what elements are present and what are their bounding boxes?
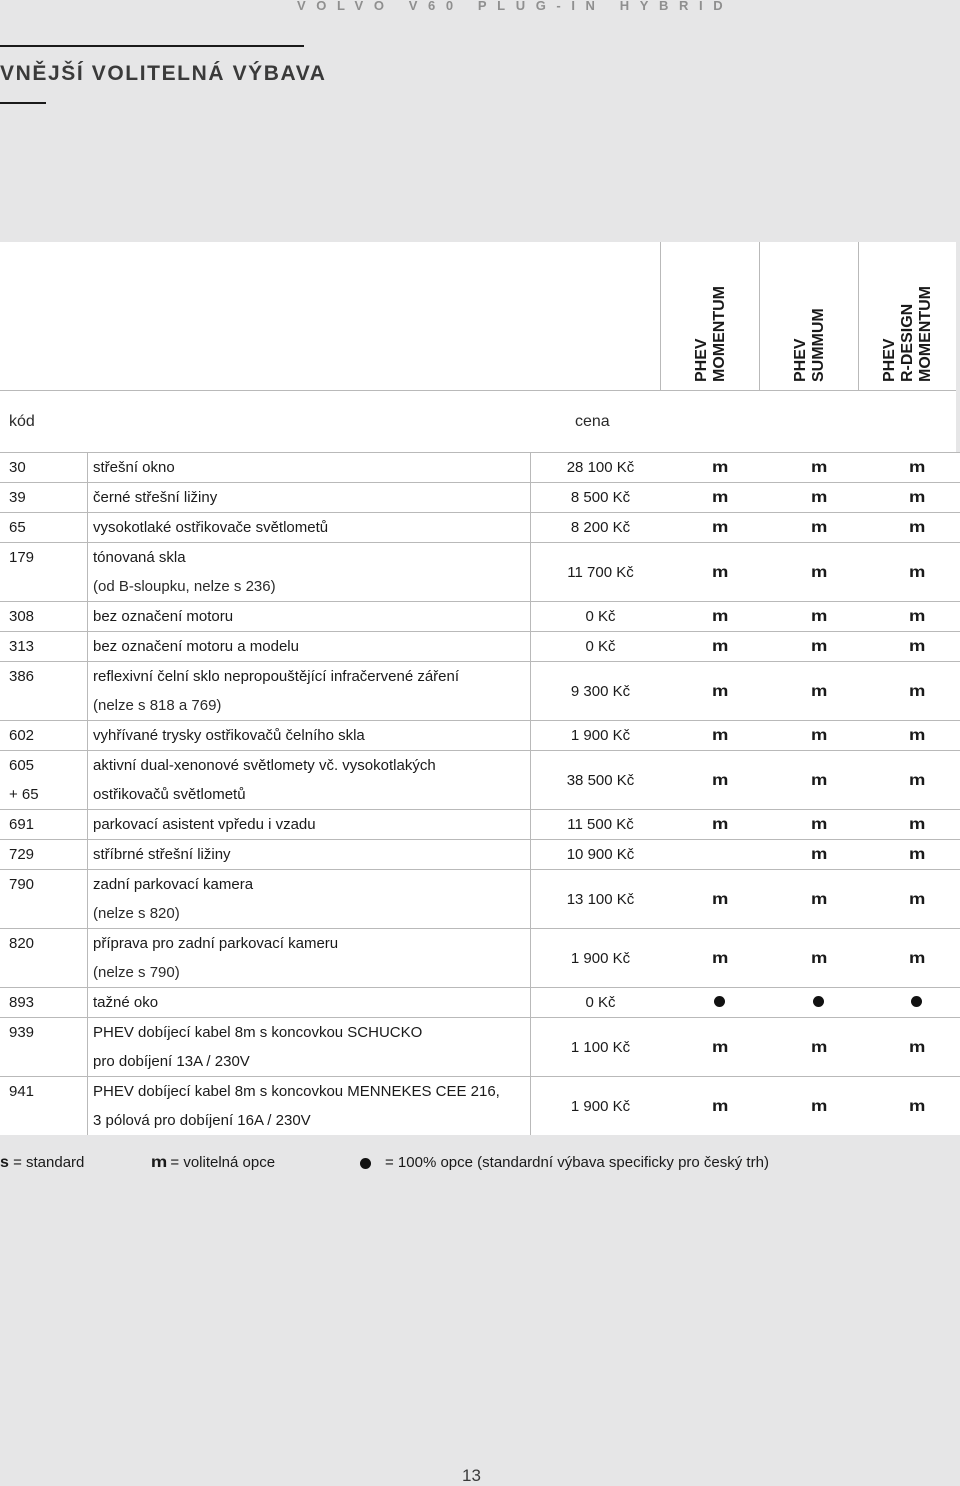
table-row xyxy=(0,751,960,810)
option-description-cell xyxy=(88,513,531,543)
option-description: aktivní dual-xenonové světlomety vč. vysokotlakých xyxy=(93,757,436,774)
hundred-pct-dot-icon xyxy=(813,996,824,1007)
optional-symbol: m xyxy=(711,638,728,655)
option-description: PHEV dobíjecí kabel 8m s koncovkou SCHUCKO xyxy=(93,1024,423,1041)
variant-3-availability xyxy=(868,721,960,751)
variant-3-availability xyxy=(868,513,960,543)
optional-symbol: m xyxy=(810,489,827,506)
option-code-cell xyxy=(0,870,88,929)
table-row xyxy=(0,513,960,543)
variant-3-availability xyxy=(868,1077,960,1136)
optional-symbol: m xyxy=(810,1097,827,1115)
option-code-cell xyxy=(0,1077,88,1136)
variant-3-availability xyxy=(868,840,960,870)
option-code-cell xyxy=(0,513,88,543)
optional-symbol: m xyxy=(810,608,827,625)
option-code: 939 xyxy=(9,1024,35,1041)
variant-2-availability xyxy=(769,810,868,840)
option-description: tónovaná skla xyxy=(93,549,186,566)
option-description-cell xyxy=(88,870,531,929)
table-row xyxy=(0,840,960,870)
variant-label-3: PHEV R-DESIGN MOMENTUM xyxy=(880,286,934,382)
option-description-cell xyxy=(88,810,531,840)
variant-2-availability xyxy=(769,1077,868,1136)
table-row xyxy=(0,632,960,662)
variant-column-header-1 xyxy=(660,242,760,390)
optional-symbol: m xyxy=(711,608,728,625)
legend xyxy=(0,1154,960,1176)
variant-label-1: PHEV MOMENTUM xyxy=(692,286,728,382)
optional-symbol: m xyxy=(810,949,827,967)
column-label-row xyxy=(0,390,956,453)
optional-symbol: m xyxy=(810,638,827,655)
option-code: 790 xyxy=(9,876,35,893)
optional-symbol: m xyxy=(810,459,827,476)
optional-symbol: m xyxy=(711,489,728,506)
optional-symbol: m xyxy=(810,846,827,863)
variant-2-availability xyxy=(769,483,868,513)
variant-3-availability xyxy=(868,810,960,840)
variant-3-availability xyxy=(868,483,960,513)
option-description-cell xyxy=(88,1018,531,1077)
variant-2-availability xyxy=(769,453,868,483)
optional-symbol: m xyxy=(908,608,925,625)
option-note: (od B-sloupku, nelze s 236) xyxy=(93,578,276,595)
optional-symbol: m xyxy=(711,949,728,967)
legend-hundred: = 100% opce (standardní výbava specificky pro český trh) xyxy=(360,1154,769,1171)
brand-header: VOLVO V60 PLUG-IN HYBRID xyxy=(297,0,734,13)
variant-1-availability xyxy=(670,662,769,721)
option-description-cell xyxy=(88,543,531,602)
option-description: vyhřívané trysky ostřikovačů čelního skla xyxy=(93,727,365,744)
option-description-cell xyxy=(88,662,531,721)
optional-symbol: m xyxy=(711,1038,728,1056)
option-price: 0 Kč xyxy=(531,988,671,1018)
option-code: + 65 xyxy=(9,786,39,803)
option-price: 8 500 Kč xyxy=(531,483,671,513)
option-code: 941 xyxy=(9,1083,35,1100)
hundred-pct-dot-icon xyxy=(714,996,725,1007)
optional-symbol: m xyxy=(908,949,925,967)
standard-symbol: s xyxy=(0,1154,9,1171)
variant-1-availability xyxy=(670,751,769,810)
top-rule xyxy=(0,45,304,47)
option-description-cell xyxy=(88,483,531,513)
variant-2-availability xyxy=(769,751,868,810)
option-code: 179 xyxy=(9,549,35,566)
variant-2-availability xyxy=(769,988,868,1018)
optional-symbol: m xyxy=(810,519,827,536)
option-description: bez označení motoru xyxy=(93,608,234,625)
variant-1-availability xyxy=(670,988,769,1018)
variant-2-availability xyxy=(769,929,868,988)
variant-1-availability xyxy=(670,810,769,840)
table-row xyxy=(0,662,960,721)
option-code: 313 xyxy=(9,638,35,655)
option-price: 1 100 Kč xyxy=(531,1018,671,1077)
option-code: 308 xyxy=(9,608,35,625)
legend-standard: s = standard xyxy=(0,1154,85,1171)
optional-symbol: m xyxy=(711,890,728,908)
option-price: 9 300 Kč xyxy=(531,662,671,721)
option-description-cell xyxy=(88,602,531,632)
option-price: 1 900 Kč xyxy=(531,721,671,751)
option-description: bez označení motoru a modelu xyxy=(93,638,299,655)
option-code-cell xyxy=(0,988,88,1018)
table-row xyxy=(0,453,960,483)
option-code-cell xyxy=(0,602,88,632)
option-price: 28 100 Kč xyxy=(531,453,671,483)
table-row xyxy=(0,543,960,602)
option-description: reflexivní čelní sklo nepropouštějící infračervené záření xyxy=(93,668,460,685)
option-code-cell xyxy=(0,632,88,662)
option-description: stříbrné střešní ližiny xyxy=(93,846,231,863)
variant-label-2: PHEV SUMMUM xyxy=(791,308,827,382)
option-code: 820 xyxy=(9,935,35,952)
optional-symbol: m xyxy=(810,1038,827,1056)
option-description-cell xyxy=(88,632,531,662)
variant-2-availability xyxy=(769,840,868,870)
page-number: 13 xyxy=(462,1466,481,1485)
variant-2-availability xyxy=(769,513,868,543)
optional-symbol: m xyxy=(908,519,925,536)
option-description-cell xyxy=(88,929,531,988)
variant-1-availability xyxy=(670,602,769,632)
option-code-cell xyxy=(0,1018,88,1077)
option-code: 39 xyxy=(9,489,26,506)
option-description: parkovací asistent vpředu i vzadu xyxy=(93,816,316,833)
variant-2-availability xyxy=(769,1018,868,1077)
hundred-pct-dot-icon xyxy=(911,996,922,1007)
variant-3-availability xyxy=(868,751,960,810)
optional-symbol: m xyxy=(711,459,728,476)
table-row xyxy=(0,1077,960,1136)
variant-1-availability xyxy=(670,929,769,988)
variant-2-availability xyxy=(769,632,868,662)
optional-symbol: m xyxy=(908,1097,925,1115)
option-price: 11 700 Kč xyxy=(531,543,671,602)
optional-symbol: m xyxy=(908,846,925,863)
option-description-cell xyxy=(88,840,531,870)
variant-3-availability xyxy=(868,1018,960,1077)
optional-symbol: m xyxy=(908,816,925,833)
title-underline xyxy=(0,102,46,104)
option-description-cell xyxy=(88,751,531,810)
variant-1-availability xyxy=(670,1077,769,1136)
option-description-cell xyxy=(88,988,531,1018)
table-row xyxy=(0,870,960,929)
variant-1-availability xyxy=(670,870,769,929)
option-description: zadní parkovací kamera xyxy=(93,876,254,893)
variant-3-availability xyxy=(868,988,960,1018)
option-code-cell xyxy=(0,840,88,870)
option-description: ostřikovačů světlometů xyxy=(93,786,246,803)
variant-1-availability xyxy=(670,632,769,662)
option-note: (nelze s 818 a 769) xyxy=(93,697,222,714)
optional-symbol: m xyxy=(908,682,925,700)
optional-symbol: m xyxy=(711,1097,728,1115)
variant-1-availability xyxy=(670,840,769,870)
option-code: 65 xyxy=(9,519,26,536)
option-price: 8 200 Kč xyxy=(531,513,671,543)
option-code: 893 xyxy=(9,994,35,1011)
optional-symbol: m xyxy=(810,727,827,744)
option-price: 13 100 Kč xyxy=(531,870,671,929)
table-row xyxy=(0,929,960,988)
optional-symbol: m xyxy=(810,816,827,833)
variant-3-availability xyxy=(868,870,960,929)
hundred-pct-dot-icon xyxy=(360,1158,371,1169)
option-price: 0 Kč xyxy=(531,602,671,632)
option-code-cell xyxy=(0,721,88,751)
optional-symbol: m xyxy=(711,771,728,789)
variant-1-availability xyxy=(670,1018,769,1077)
table-row xyxy=(0,483,960,513)
variant-1-availability xyxy=(670,721,769,751)
option-code-cell xyxy=(0,662,88,721)
optional-symbol: m xyxy=(908,727,925,744)
optional-symbol: m xyxy=(810,682,827,700)
optional-symbol: m xyxy=(908,890,925,908)
optional-symbol: m xyxy=(711,727,728,744)
variant-3-availability xyxy=(868,543,960,602)
table-row xyxy=(0,602,960,632)
optional-symbol: m xyxy=(908,638,925,655)
option-description-cell xyxy=(88,1077,531,1136)
option-code-cell xyxy=(0,751,88,810)
code-column-label: kód xyxy=(9,413,35,430)
optional-symbol: m xyxy=(908,1038,925,1056)
variant-header xyxy=(0,242,956,390)
table-row xyxy=(0,988,960,1018)
variant-3-availability xyxy=(868,662,960,721)
option-price: 1 900 Kč xyxy=(531,1077,671,1136)
variant-2-availability xyxy=(769,870,868,929)
option-description: tažné oko xyxy=(93,994,159,1011)
table-row xyxy=(0,810,960,840)
variant-2-availability xyxy=(769,721,868,751)
option-code-cell xyxy=(0,483,88,513)
optional-symbol: m xyxy=(711,519,728,536)
option-description: PHEV dobíjecí kabel 8m s koncovkou MENNEKES CEE 216, xyxy=(93,1083,500,1100)
table-row xyxy=(0,1018,960,1077)
options-table xyxy=(0,452,960,1135)
variant-3-availability xyxy=(868,929,960,988)
option-code-cell xyxy=(0,929,88,988)
option-description-cell xyxy=(88,453,531,483)
variant-1-availability xyxy=(670,543,769,602)
optional-symbol: m xyxy=(711,563,728,581)
optional-symbol: m xyxy=(711,682,728,700)
option-code-cell xyxy=(0,453,88,483)
variant-1-availability xyxy=(670,513,769,543)
optional-symbol: m xyxy=(810,563,827,581)
option-price: 10 900 Kč xyxy=(531,840,671,870)
option-note: (nelze s 790) xyxy=(93,964,180,981)
option-description: 3 pólová pro dobíjení 16A / 230V xyxy=(93,1112,311,1129)
optional-symbol: m xyxy=(810,771,827,789)
variant-2-availability xyxy=(769,662,868,721)
option-description: vysokotlaké ostřikovače světlometů xyxy=(93,519,329,536)
optional-symbol: m xyxy=(908,563,925,581)
variant-column-header-3 xyxy=(858,242,956,390)
legend-optional: m = volitelná opce xyxy=(150,1154,276,1171)
variant-1-availability xyxy=(670,483,769,513)
section-title: VNĚJŠÍ VOLITELNÁ VÝBAVA xyxy=(0,62,327,85)
variant-2-availability xyxy=(769,543,868,602)
option-code: 605 xyxy=(9,757,35,774)
optional-symbol: m xyxy=(908,489,925,506)
optional-symbol: m xyxy=(908,459,925,476)
option-code: 602 xyxy=(9,727,35,744)
optional-symbol: m xyxy=(711,816,728,833)
option-code: 30 xyxy=(9,459,26,476)
option-price: 38 500 Kč xyxy=(531,751,671,810)
option-description: černé střešní ližiny xyxy=(93,489,218,506)
option-code: 691 xyxy=(9,816,35,833)
optional-symbol: m xyxy=(150,1154,168,1171)
price-column-label: cena xyxy=(575,413,610,430)
optional-symbol: m xyxy=(908,771,925,789)
variant-column-header-2 xyxy=(759,242,859,390)
option-description: příprava pro zadní parkovací kameru xyxy=(93,935,339,952)
variant-1-availability xyxy=(670,453,769,483)
option-description-cell xyxy=(88,721,531,751)
option-description: střešní okno xyxy=(93,459,175,476)
optional-symbol: m xyxy=(810,890,827,908)
table-row xyxy=(0,721,960,751)
option-code-cell xyxy=(0,810,88,840)
variant-2-availability xyxy=(769,602,868,632)
option-description: pro dobíjení 13A / 230V xyxy=(93,1053,250,1070)
option-price: 11 500 Kč xyxy=(531,810,671,840)
option-note: (nelze s 820) xyxy=(93,905,180,922)
option-price: 1 900 Kč xyxy=(531,929,671,988)
variant-3-availability xyxy=(868,602,960,632)
option-code-cell xyxy=(0,543,88,602)
variant-3-availability xyxy=(868,453,960,483)
option-code: 386 xyxy=(9,668,35,685)
option-price: 0 Kč xyxy=(531,632,671,662)
variant-3-availability xyxy=(868,632,960,662)
option-code: 729 xyxy=(9,846,35,863)
